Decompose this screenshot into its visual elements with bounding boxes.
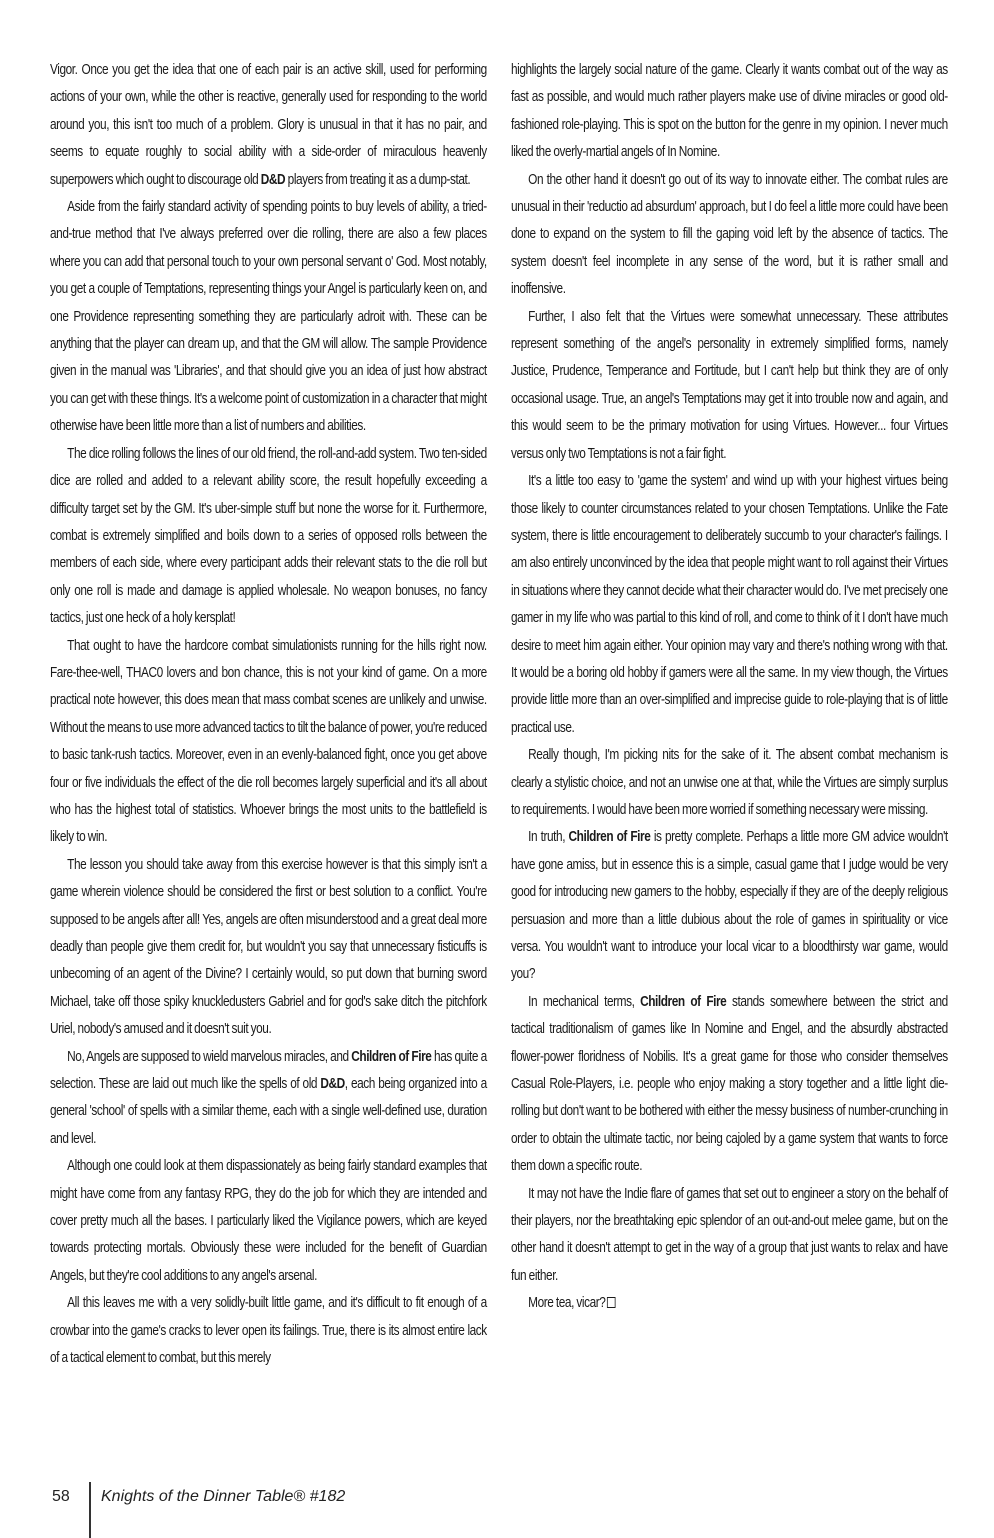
paragraph: In truth, Children of Fire is pretty complete. Perhaps a little more GM advice wouldn't have gone amiss, but in essence this is a simple, casual game that I judge would be very good for introducing new gamers to the hobby, especially if they are of the deeply religious persuasion and more than a little dubious about the role of games in spirituality or vice versa. You wouldn't want to introduce your local vicar to a bloodthirsty war game, would you? xyxy=(511,828,948,983)
paragraph: The dice rolling follows the lines of our old friend, the roll-and-add system. Two ten-sided dice are rolled and added to a relevant ability score, the result hopefully exceeding a difficulty target set by the GM. It's uber-simple stuff but none the worse for it. Furthermore, combat is extremely simplified and boils down to a series of opposed rolls between the members of each side, where every participant adds their relevant stats to the die roll but only one roll is made and damage is applied wholesale. No weapon bonuses, no fancy tactics, just one heck of a holy kersplat! xyxy=(50,444,487,627)
paragraph-closing: More tea, vicar? xyxy=(511,1289,948,1316)
paragraph: The lesson you should take away from this exercise however is that this simply isn't a game wherein violence should be considered the first or best solution to a conflict. You're supposed to be angels after all! Yes, angels are often misunderstood and a great deal more deadly than people give them credit for, but wouldn't you say that unnecessary fisticuffs is unbecoming of an agent of the Divine? I certainly would, so put down that burning sword Michael, take off those spiky knuckledusters Gabriel and for god's sake ditch the pitchfork Uriel, nobody's amused and it doesn't suit you. xyxy=(50,855,487,1038)
end-mark-box-icon xyxy=(607,1297,616,1308)
paragraph: Vigor. Once you get the idea that one of each pair is an active skill, used for performing actions of your own, while the other is reactive, generally used for responding to the world around you, this isn't too much of a problem. Glory is unusual in that it has no pair, and seems to equate roughly to social ability with a side-order of miraculous heavenly superpowers which ought to discourage old D&D players from treating it as a dump-stat. xyxy=(50,61,487,188)
paragraph: Really though, I'm picking nits for the sake of it. The absent combat mechanism is clearly a stylistic choice, and not an unwise one at that, while the Virtues are simply surplus to requirements. I would have been more worried if something necessary were missing. xyxy=(511,746,948,818)
paragraph: highlights the largely social nature of the game. Clearly it wants combat out of the way as fast as possible, and would much rather players make use of divine miracles or good old-fashioned role-playing. This is spot on the button for the genre in my opinion. I never much liked the overly-martial angels of In Nomine. xyxy=(511,61,948,161)
paragraph: All this leaves me with a very solidly-built little game, and it's difficult to fit enough of a crowbar into the game's cracks to lever open its failings. True, there is its almost entire lack of a tactical element to combat, but this merely xyxy=(50,1294,487,1367)
page-number: 58 xyxy=(52,1488,70,1505)
paragraph: On the other hand it doesn't go out of its way to innovate either. The combat rules are unusual in their 'reductio ad absurdum' approach, but I do feel a little more could have been done to expand on the system to fill the gaping void left by the absence of tactics. The system doesn't feel incomplete in any sense of the word, but it is rather small and inoffensive. xyxy=(511,170,948,298)
paragraph: Further, I also felt that the Virtues were somewhat unnecessary. These attributes represent something of the angel's personality in extremely simplified forms, namely Justice, Prudence, Temperance and Fortitude, but I can't help but think they are of only occasional usage. True, an angel's Temptations may get it into trouble now and again, and this would seem to be the primary motivation for using Virtues. However... four Virtues versus only two Temptations is not a fair fight. xyxy=(511,307,948,462)
paragraph: It's a little too easy to 'game the system' and wind up with your highest virtues being those likely to counter circumstances related to your chosen Temptations. Unlike the Fate system, there is little encouragement to deliberately succumb to your character's failings. I am also entirely unconvinced by the idea that people might want to roll against their Virtues in situations where they cannot decide what their character would do. I've met precisely one gamer in my life who was partial to this kind of roll, and come to think of it I don't have much desire to meet him again either. Your opinion may vary and there's nothing wrong with that. It would be a boring old hobby if gamers were all the same. In my view though, the Virtues provide little more than an over-simplified and imprecise guide to role-playing that is of little practical use. xyxy=(511,472,948,736)
publication-title: Knights of the Dinner Table® #182 xyxy=(101,1488,346,1505)
paragraph: Although one could look at them dispassionately as being fairly standard examples that might have come from any fantasy RPG, they do the job for which they are intended and cover pretty much all the bases. I particularly liked the Vigilance powers, which are keyed towards protecting mortals. Obviously these were included for the benefit of Guardian Angels, but they're cool additions to any angel's arsenal. xyxy=(50,1157,487,1284)
paragraph: That ought to have the hardcore combat simulationists running for the hills right now. Fare-thee-well, THAC0 lovers and bon chance, this is not your kind of game. On a more practical note however, this does mean that mass combat scenes are unlikely and unwise. Without the means to use more advanced tactics to tilt the balance of power, you're reduced to basic tank-rush tactics. Moreover, even in an evenly-balanced fight, once you get above four or five individuals the effect of the die roll becomes largely superficial and it's all about who has the highest total of statistics. Whoever brings the most units to the battlefield is likely to win. xyxy=(50,636,487,846)
paragraph: Aside from the fairly standard activity of spending points to buy levels of ability, a tried-and-true method that I've always preferred over die rolling, there are also a few places where you can add that personal touch to your own personal servant o' God. Most notably, you get a couple of Temptations, representing things your Angel is particularly keen on, and one Providence representing something they are particularly adroit with. These can be anything that the player can dream up, and that the GM will allow. The sample Providence given in the manual was 'Libraries', and that should give you an idea of just how abstract you can get with these things. It's a welcome point of customization in a character that might otherwise have been little more than a list of numbers and abilities. xyxy=(50,198,487,435)
paragraph: In mechanical terms, Children of Fire stands somewhere between the strict and tactical traditionalism of games like In Nomine and Engel, and the absurdly abstracted flower-power floridness of Nobilis. It's a great game for those who consider themselves Casual Role-Players, i.e. people who enjoy making a story together and a little light die-rolling but don't want to be bothered with either the messy business of number-crunching in order to obtain the ultimate tactic, nor being cajoled by a game system that wants to force them down a specific route. xyxy=(511,992,948,1175)
article-column-right xyxy=(511,56,948,1317)
footer-divider xyxy=(89,1482,91,1538)
article-column-left xyxy=(50,56,487,1372)
paragraph: No, Angels are supposed to wield marvelous miracles, and Children of Fire has quite a selection. These are laid out much like the spells of old D&D, each being organized into a general 'school' of spells with a similar theme, each with a single well-defined use, duration and level. xyxy=(50,1047,487,1147)
paragraph: It may not have the Indie flare of games that set out to engineer a story on the behalf of their players, nor the breathtaking epic splendor of an out-and-out melee game, but on the other hand it doesn't attempt to get in the way of a group that just wants to relax and have fun either. xyxy=(511,1184,948,1284)
